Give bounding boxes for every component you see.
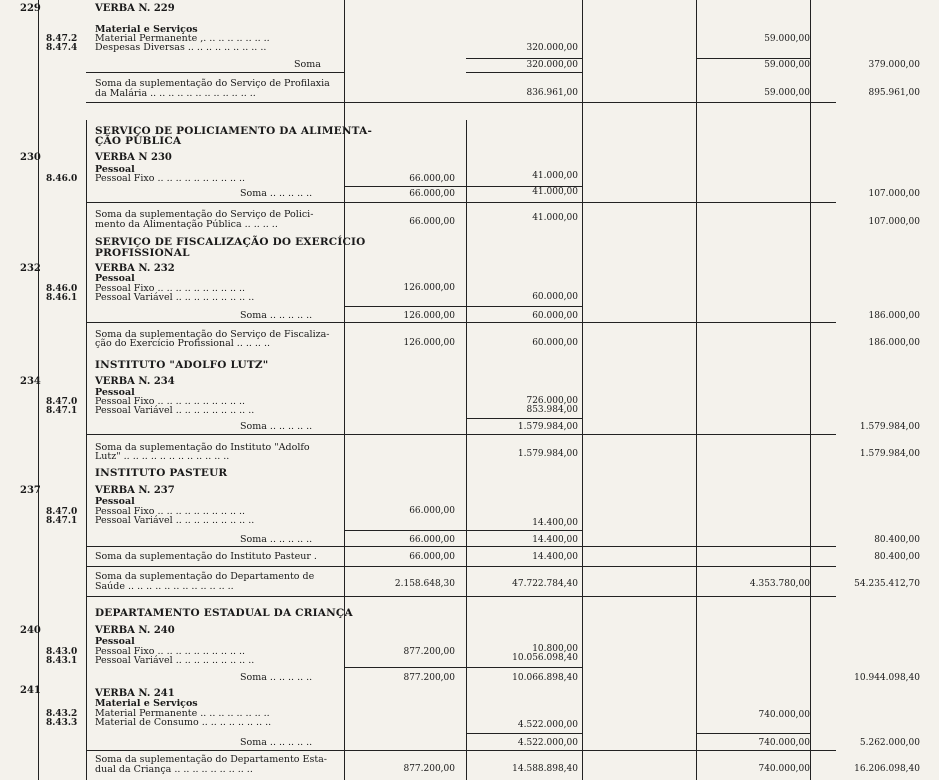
verba-number: 230	[20, 152, 41, 163]
value-cell: 59.000,00	[764, 88, 810, 98]
rule	[86, 202, 836, 203]
subtotal-line2: Saúde .. .. .. .. .. .. .. .. .. .. .. ..	[95, 581, 234, 592]
rule	[86, 596, 836, 597]
soma-label: Soma .. .. .. .. ..	[240, 188, 313, 199]
group-label: Material e Serviços	[95, 24, 198, 35]
value-cell: 107.000,00	[868, 189, 920, 199]
value-cell: 836.961,00	[526, 88, 578, 98]
value-cell: 877.200,00	[403, 764, 455, 774]
value-cell: 66.000,00	[409, 217, 455, 227]
rule	[344, 306, 582, 307]
value-cell: 4.522.000,00	[517, 738, 578, 748]
subtotal-line1: Soma da suplementação do Instituto "Adolfo	[95, 442, 310, 453]
col2-rule	[466, 120, 467, 780]
item-label: Material de Consumo .. .. .. .. .. .. .. ..	[95, 717, 272, 728]
group-label: Pessoal	[95, 496, 135, 507]
item-code: 8.43.3	[46, 718, 78, 728]
item-code: 8.47.0	[46, 397, 78, 407]
value-cell: 107.000,00	[868, 217, 920, 227]
value-cell: 726.000,00	[526, 396, 578, 406]
value-cell: 60.000,00	[532, 311, 578, 321]
item-label: Material Permanente .. .. .. .. .. .. .. ..	[95, 708, 270, 719]
value-cell: 1.579.984,00	[517, 449, 578, 459]
subtotal-line1: Soma da suplementação do Instituto Pasteur .	[95, 551, 317, 562]
section-heading: SERVIÇO DE POLICIAMENTO DA ALIMENTA-	[95, 125, 373, 137]
group-label: Pessoal	[95, 387, 135, 398]
rule	[466, 733, 582, 734]
rule	[86, 750, 836, 751]
item-label: Pessoal Fixo .. .. .. .. .. .. .. .. .. ..	[95, 646, 246, 657]
verba-number: 232	[20, 263, 41, 274]
subtotal-line2: ção do Exercício Profissional .. .. .. ..	[95, 338, 271, 349]
verba-title: VERBA N. 229	[95, 3, 175, 14]
subtotal-line1: Soma da suplementação do Serviço de Profilaxia	[95, 78, 330, 89]
verba-number: 241	[20, 685, 41, 696]
verba-title: VERBA N. 234	[95, 376, 175, 387]
item-label: Pessoal Variável .. .. .. .. .. .. .. .. ..	[95, 405, 255, 416]
left-margin-rule	[38, 0, 39, 780]
item-label: Pessoal Variável .. .. .. .. .. .. .. .. ..	[95, 515, 255, 526]
value-cell: 14.588.898,40	[512, 764, 578, 774]
section-heading: INSTITUTO PASTEUR	[95, 467, 228, 479]
section-heading: INSTITUTO "ADOLFO LUTZ"	[95, 359, 269, 371]
col3-rule	[582, 0, 583, 780]
soma-label: Soma .. .. .. .. ..	[240, 534, 313, 545]
value-cell: 5.262.000,00	[859, 738, 920, 748]
item-label: Pessoal Fixo .. .. .. .. .. .. .. .. .. ..	[95, 283, 246, 294]
item-label: Pessoal Fixo .. .. .. .. .. .. .. .. .. ..	[95, 506, 246, 517]
verba-title: VERBA N. 232	[95, 263, 175, 274]
value-cell: 740.000,00	[758, 710, 810, 720]
value-cell: 14.400,00	[532, 518, 578, 528]
item-label: Material Permanente ,. .. .. .. .. .. .. ..	[95, 33, 270, 44]
subtotal-line1: Soma da suplementação do Serviço de Fiscaliza-	[95, 329, 330, 340]
item-code: 8.43.1	[46, 656, 78, 666]
verba-title: VERBA N. 241	[95, 688, 175, 699]
verba-title: VERBA N. 237	[95, 485, 175, 496]
value-cell: 877.200,00	[403, 647, 455, 657]
value-cell: 66.000,00	[409, 189, 455, 199]
item-code: 8.47.1	[46, 406, 78, 416]
soma-label: Soma .. .. .. .. ..	[240, 737, 313, 748]
rule	[696, 733, 810, 734]
item-code: 8.47.1	[46, 516, 78, 526]
rule	[86, 322, 836, 323]
subtotal-line2: Lutz" .. .. .. .. .. .. .. .. .. .. .. ..	[95, 451, 230, 462]
rule	[344, 667, 582, 668]
value-cell: 10.800,00	[532, 644, 578, 654]
rule	[86, 72, 344, 73]
item-code: 8.43.0	[46, 647, 78, 657]
rule	[86, 102, 836, 103]
value-cell: 10.056.098,40	[512, 653, 578, 663]
verba-title: VERBA N. 240	[95, 625, 175, 636]
item-code: 8.43.2	[46, 709, 78, 719]
group-label: Pessoal	[95, 636, 135, 647]
soma-label: Soma	[294, 59, 321, 70]
rule	[344, 530, 582, 531]
section-heading: PROFISSIONAL	[95, 247, 190, 259]
value-cell: 853.984,00	[526, 405, 578, 415]
value-cell: 740.000,00	[758, 738, 810, 748]
value-cell: 877.200,00	[403, 673, 455, 683]
value-cell: 80.400,00	[874, 535, 920, 545]
value-cell: 14.400,00	[532, 552, 578, 562]
rule	[466, 58, 582, 59]
value-cell: 41.000,00	[532, 213, 578, 223]
item-code: 8.46.0	[46, 174, 78, 184]
subtotal-line2: dual da Criança .. .. .. .. .. .. .. .. ..	[95, 764, 253, 775]
section-heading: SERVIÇO DE FISCALIZAÇÃO DO EXERCÍCIO	[95, 236, 366, 248]
item-label: Pessoal Variável .. .. .. .. .. .. .. .. ..	[95, 292, 255, 303]
value-cell: 126.000,00	[403, 311, 455, 321]
rule	[466, 72, 582, 73]
rule	[696, 58, 810, 59]
rule	[86, 434, 836, 435]
value-cell: 66.000,00	[409, 535, 455, 545]
value-cell: 379.000,00	[868, 60, 920, 70]
value-cell: 186.000,00	[868, 311, 920, 321]
value-cell: 59.000,00	[764, 34, 810, 44]
item-code: 8.47.4	[46, 43, 78, 53]
value-cell: 14.400,00	[532, 535, 578, 545]
value-cell: 60.000,00	[532, 292, 578, 302]
soma-label: Soma .. .. .. .. ..	[240, 421, 313, 432]
item-label: Despesas Diversas .. .. .. .. .. .. .. .. ..	[95, 42, 267, 53]
value-cell: 126.000,00	[403, 283, 455, 293]
value-cell: 66.000,00	[409, 174, 455, 184]
value-cell: 66.000,00	[409, 552, 455, 562]
rule	[466, 418, 582, 419]
item-label: Pessoal Fixo .. .. .. .. .. .. .. .. .. ..	[95, 173, 246, 184]
value-cell: 10.066.898,40	[512, 673, 578, 683]
col1-rule	[344, 0, 345, 780]
value-cell: 1.579.984,00	[859, 422, 920, 432]
verba-number: 229	[20, 3, 41, 14]
value-cell: 2.158.648,30	[394, 579, 455, 589]
code-column-rule	[86, 120, 87, 780]
soma-label: Soma .. .. .. .. ..	[240, 672, 313, 683]
subtotal-line1: Soma da suplementação do Departamento Esta-	[95, 754, 328, 765]
item-code: 8.47.2	[46, 34, 78, 44]
value-cell: 60.000,00	[532, 338, 578, 348]
subtotal-line2: da Malária .. .. .. .. .. .. .. .. .. .. .. ..	[95, 88, 256, 99]
item-label: Pessoal Fixo .. .. .. .. .. .. .. .. .. ..	[95, 396, 246, 407]
verba-number: 234	[20, 376, 41, 387]
section-heading: ÇÃO PÚBLICA	[95, 135, 182, 147]
item-label: Pessoal Variável .. .. .. .. .. .. .. .. ..	[95, 655, 255, 666]
value-cell: 59.000,00	[764, 60, 810, 70]
value-cell: 320.000,00	[526, 43, 578, 53]
item-code: 8.46.0	[46, 284, 78, 294]
value-cell: 186.000,00	[868, 338, 920, 348]
value-cell: 80.400,00	[874, 552, 920, 562]
subtotal-line1: Soma da suplementação do Departamento de	[95, 571, 315, 582]
value-cell: 1.579.984,00	[859, 449, 920, 459]
subtotal-line1: Soma da suplementação do Serviço de Polici-	[95, 209, 314, 220]
value-cell: 66.000,00	[409, 506, 455, 516]
rule	[86, 566, 836, 567]
value-cell: 54.235.412,70	[854, 579, 920, 589]
item-code: 8.47.0	[46, 507, 78, 517]
value-cell: 1.579.984,00	[517, 422, 578, 432]
value-cell: 126.000,00	[403, 338, 455, 348]
section-heading: DEPARTAMENTO ESTADUAL DA CRIANÇA	[95, 607, 353, 619]
item-code: 8.46.1	[46, 293, 78, 303]
verba-number: 237	[20, 485, 41, 496]
group-label: Pessoal	[95, 273, 135, 284]
verba-title: VERBA N 230	[95, 152, 172, 163]
group-label: Pessoal	[95, 164, 135, 175]
rule	[86, 546, 836, 547]
value-cell: 16.206.098,40	[854, 764, 920, 774]
subtotal-line2: mento da Alimentação Pública .. .. .. ..	[95, 219, 278, 230]
value-cell: 41.000,00	[532, 187, 578, 197]
col4-rule	[696, 0, 697, 780]
value-cell: 895.961,00	[868, 88, 920, 98]
value-cell: 4.353.780,00	[749, 579, 810, 589]
value-cell: 740.000,00	[758, 764, 810, 774]
value-cell: 10.944.098,40	[854, 673, 920, 683]
value-cell: 47.722.784,40	[512, 579, 578, 589]
value-cell: 320.000,00	[526, 60, 578, 70]
group-label: Material e Serviços	[95, 698, 198, 709]
value-cell: 4.522.000,00	[517, 720, 578, 730]
soma-label: Soma .. .. .. .. ..	[240, 310, 313, 321]
verba-number: 240	[20, 625, 41, 636]
value-cell: 41.000,00	[532, 171, 578, 181]
col5-rule	[810, 0, 811, 780]
